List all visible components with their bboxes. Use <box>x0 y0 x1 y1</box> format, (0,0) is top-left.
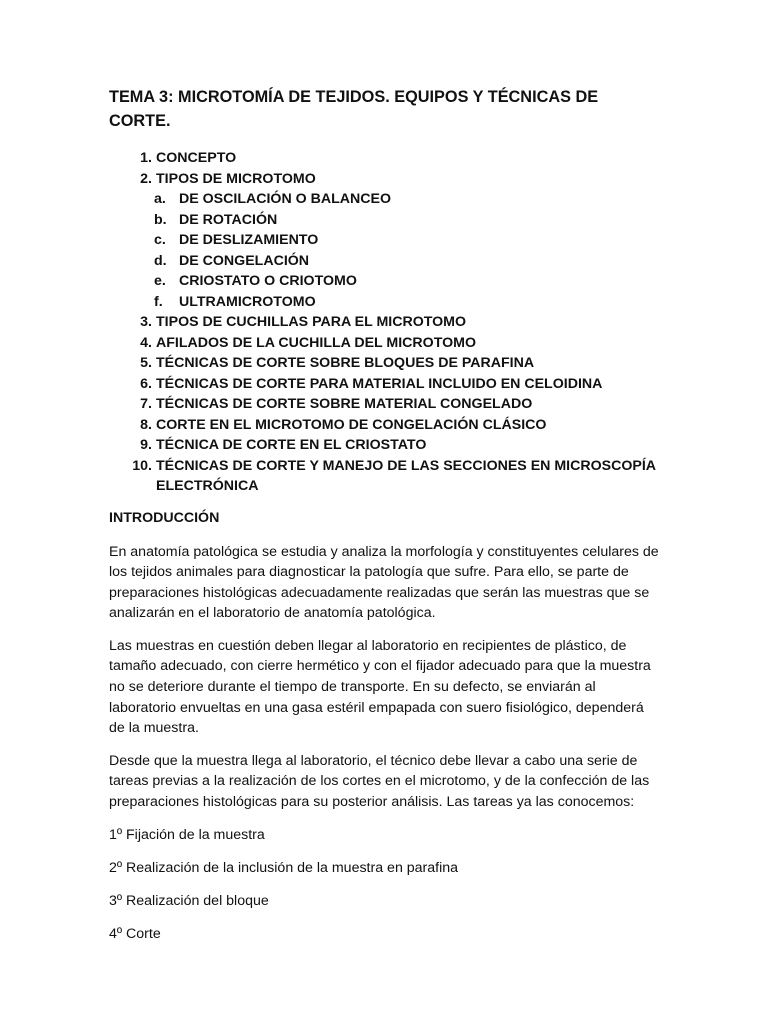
toc-item: 5. TÉCNICAS DE CORTE SOBRE BLOQUES DE PARAFINA <box>140 355 535 371</box>
toc-subitem: c. DE DESLIZAMIENTO <box>154 232 319 248</box>
paragraph: Las muestras en cuestión deben llegar al laboratorio en recipientes de plástico, de tamaño adecuado, con cierre hermético y con el fijador adecuado para que la muestra no se deteriore durante el tiempo de transporte. En su defecto, se enviarán al laboratorio envueltas en una gasa estéril empapada con suero fisiológico, dependerá de la muestra. <box>109 637 651 737</box>
paragraph: Desde que la muestra llega al laboratorio, el técnico debe llevar a cabo una serie de tareas previas a la realización de los cortes en el microtomo, y de la confección de las preparaciones histológicas para su posterior análisis. Las tareas ya las conocemos: <box>109 752 650 811</box>
step-item: 2º Realización de la inclusión de la muestra en parafina <box>109 859 459 876</box>
toc-item: 9. TÉCNICA DE CORTE EN EL CRIOSTATO <box>140 437 427 453</box>
toc-item: 3. TIPOS DE CUCHILLAS PARA EL MICROTOMO <box>140 314 467 330</box>
step-item: 1º Fijación de la muestra <box>109 826 265 843</box>
step-item: 4º Corte <box>109 925 161 942</box>
toc-item: 8. CORTE EN EL MICROTOMO DE CONGELACIÓN CLÁSICO <box>140 416 547 433</box>
toc-item: 6. TÉCNICAS DE CORTE PARA MATERIAL INCLUIDO EN CELOIDINA <box>140 375 603 392</box>
document-body <box>109 85 659 945</box>
toc-item: 1. CONCEPTO <box>140 150 237 166</box>
toc-subitem: f. ULTRAMICROTOMO <box>154 293 316 310</box>
toc-subitem: e. CRIOSTATO O CRIOTOMO <box>154 273 357 289</box>
toc-item: 4. AFILADOS DE LA CUCHILLA DEL MICROTOMO <box>140 334 476 351</box>
step-item: 3º Realización del bloque <box>109 892 269 909</box>
toc-item: 7. TÉCNICAS DE CORTE SOBRE MATERIAL CONGELADO <box>140 396 533 412</box>
page-title: TEMA 3: MICROTOMÍA DE TEJIDOS. EQUIPOS Y TÉCNICAS DE CORTE. <box>109 88 599 130</box>
table-of-contents <box>109 148 659 497</box>
section-heading: INTRODUCCIÓN <box>109 509 220 526</box>
toc-subitem: b. DE ROTACIÓN <box>154 211 278 228</box>
toc-subitem: a. DE OSCILACIÓN O BALANCEO <box>154 191 392 207</box>
toc-item: 10. TÉCNICAS DE CORTE Y MANEJO DE LAS SECCIONES EN MICROSCOPÍA ELECTRÓNICA <box>132 457 656 494</box>
toc-item: 2. TIPOS DE MICROTOMO a. DE OSCILACIÓN O BALANCEO b. DE ROTACIÓN c. DE DESLIZAMIENTO d. DE CONGELACIÓN e. CRIOSTATO O CRIOTOMO f. ULTRAMICROTOMO <box>109 169 659 313</box>
toc-subitem: d. DE CONGELACIÓN <box>154 252 310 269</box>
toc-sublist <box>156 189 659 312</box>
paragraph: En anatomía patológica se estudia y analiza la morfología y constituyentes celulares de los tejidos animales para diagnosticar la patología que sufre. Para ello, se parte de preparaciones histológicas adecuadamente realizadas que serán las muestras que se analizarán en el laboratorio de anatomía patológica. <box>109 543 659 622</box>
